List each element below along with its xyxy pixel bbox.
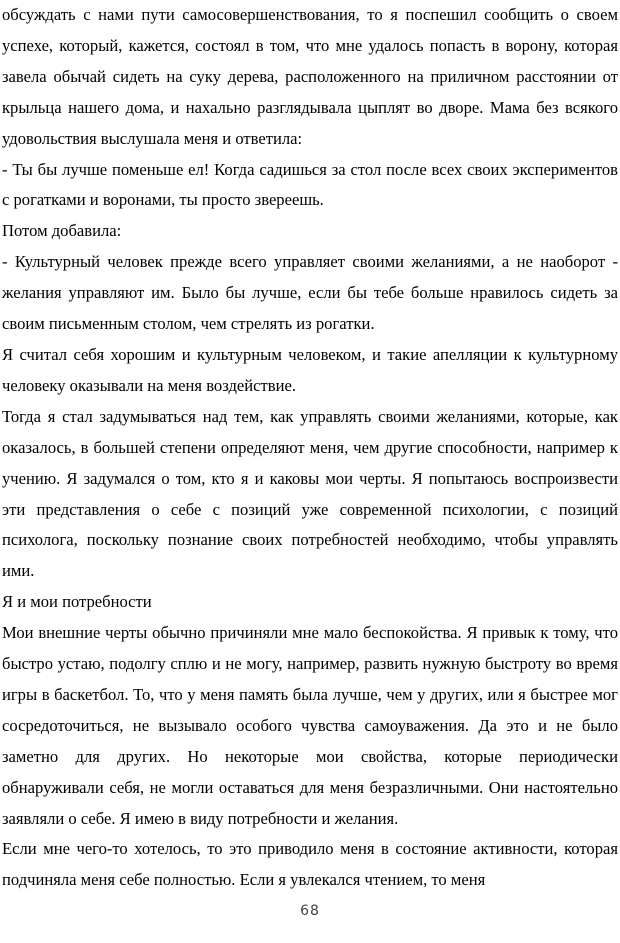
paragraph-7: Мои внешние черты обычно причиняли мне мало беспокойства. Я привык к тому, что быстро устаю, подолгу сплю и не могу, например, развить нужную быстроту во время игры в баскетбол. То, что у меня память была лучше, чем у других, или я быстрее мог сосредоточиться, не вызывало особого чувства самоуважения. Да это и не было заметно для других. Но некоторые мои свойства, которые периодически обнаруживали себя, не могли оставаться для меня безразличными. Они настоятельно заявляли о себе. Я имею в виду потребности и желания. (2, 623, 618, 828)
paragraph-6: Тогда я стал задумываться над тем, как управлять своими желаниями, которые, как оказалось, в большей степени определяют меня, чем другие способности, например к учению. Я задумался о том, кто я и каковы мои черты. Я попытаюсь воспроизвести эти представления о себе с позиций уже современной психологии, с позиций психолога, поскольку познание своих потребностей необходимо, чтобы управлять ими. (2, 406, 618, 581)
section-title: Я и мои потребности (2, 592, 152, 612)
paragraph-5: Я считал себя хорошим и культурным человеком, и такие апелляции к культурному человеку оказывали на меня воздействие. (2, 344, 618, 395)
page-body (2, 0, 618, 896)
paragraph-3: Потом добавила: (2, 221, 122, 241)
paragraph-4: - Культурный человек прежде всего управляет своими желаниями, а не наоборот - желания управляют им. Было бы лучше, если бы тебе больше нравилось сидеть за своим письменным столом, чем стрелять из рогатки. (2, 252, 618, 334)
page-number: 68 (300, 903, 320, 919)
paragraph-2: - Ты бы лучше поменьше ел! Когда садишься за стол после всех своих экспериментов с рогатками и воронами, ты просто звереешь. (2, 159, 618, 210)
paragraph-1: обсуждать с нами пути самосовершенствования, то я поспешил сообщить о своем успехе, который, кажется, состоял в том, что мне удалось попасть в ворону, которая завела обычай сидеть на суку дерева, расположенного на приличном расстоянии от крыльца нашего дома, и нахально разглядывала цыплят во дворе. Мама без всякого удовольствия выслушала меня и ответила: (2, 5, 618, 148)
paragraph-8: Если мне чего-то хотелось, то это приводило меня в состояние активности, которая подчиняла меня себе полностью. Если я увлекался чтением, то меня (2, 839, 618, 890)
